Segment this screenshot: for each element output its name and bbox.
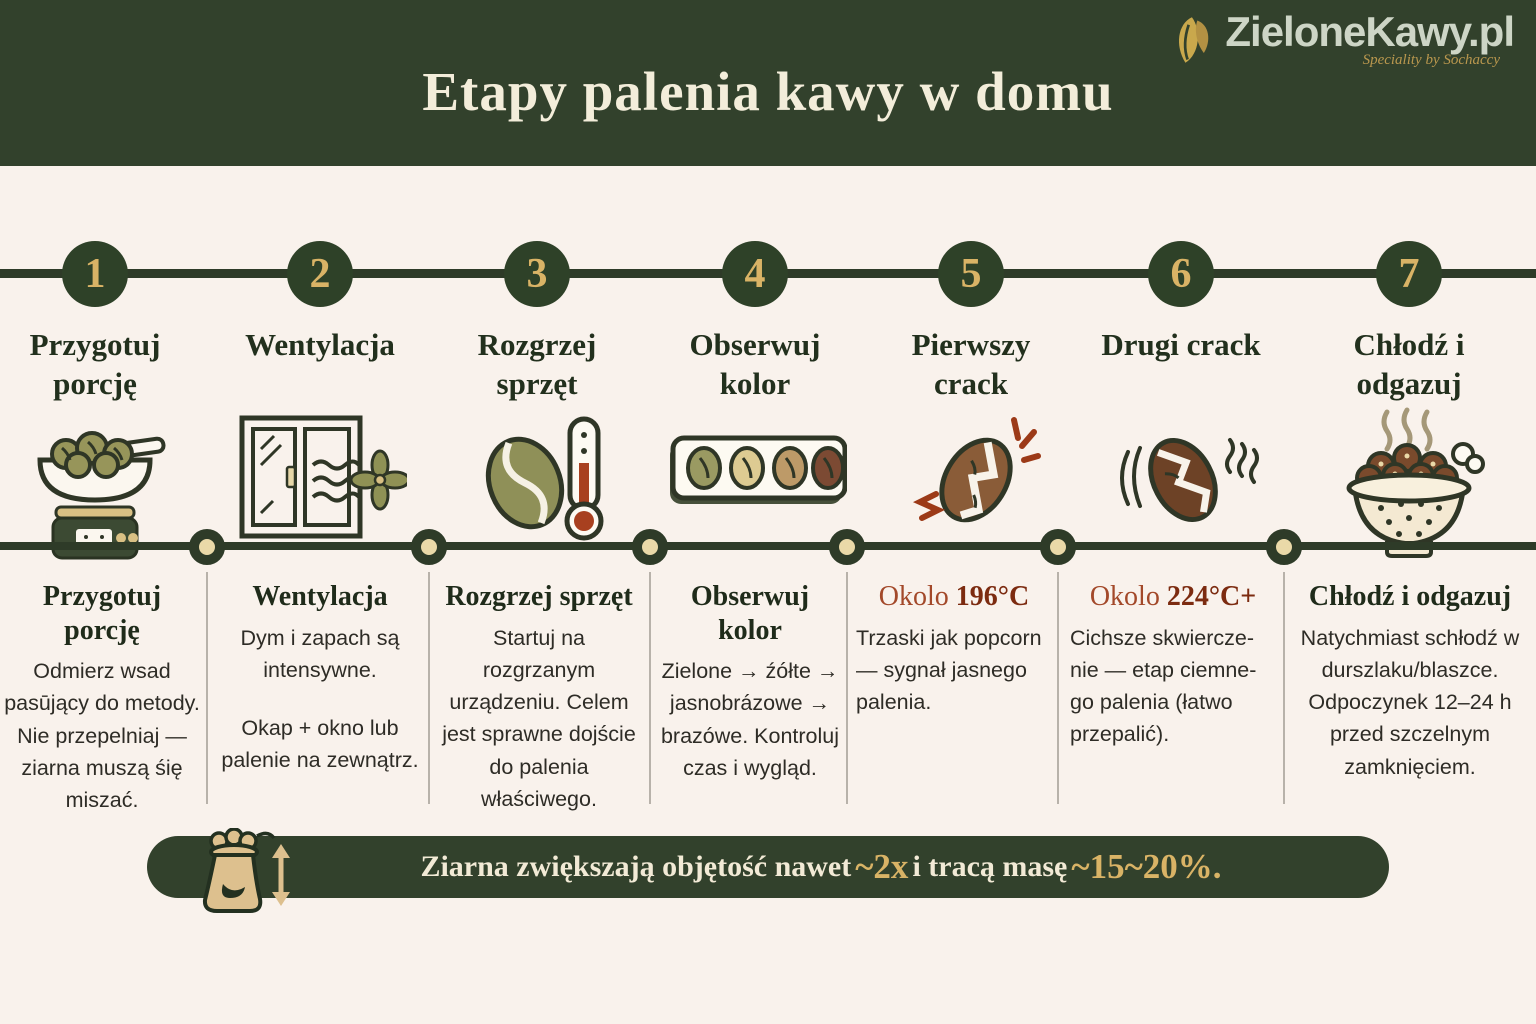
step-6-card-body: Cichsze skwiercze-nie — etap ciemne-go palenia (łatwo przepalić). [1070,625,1257,747]
colander-cooling-icon [1329,406,1489,563]
color-stages-tray-icon [667,428,847,518]
step-1-number: 1 [84,251,106,297]
step-7-card [1296,580,1524,783]
logo-tagline: Speciality by Sochaccy [1362,52,1500,69]
step-4-label: Obserwuj kolor [689,327,821,401]
step-3-card [434,580,644,815]
step-2-card-body2: Okap + okno lub palenie na zewnątrz. [221,716,419,773]
logo-name: ZieloneKawy.pl [1225,8,1514,55]
step-6-number: 6 [1170,251,1192,297]
step-7-number: 7 [1398,251,1420,297]
timeline-dot [1040,529,1076,565]
step-7-label: Chłodź i odgazuj [1353,327,1465,401]
timeline-dot [632,529,668,565]
coffee-bean-leaf-icon [1171,14,1215,71]
column-divider [649,572,651,804]
brand-logo [1171,10,1514,71]
step-1-card-title: Przygotuj porcję [42,581,162,646]
temp-value: 224°C+ [1166,581,1257,612]
step-5-card-title [856,580,1052,614]
timeline-dot [189,529,225,565]
step-4-circle [722,241,788,307]
step-5-number: 5 [960,251,982,297]
temp-prefix: Okolo [878,581,956,612]
timeline-dot [829,529,865,565]
step-3-card-body: Startuj na rozgrzanym urządzeniu. Celem jest sprawne dojście do palenia właściwego. [442,625,636,811]
step-7-circle [1376,241,1442,307]
window-ventilation-icon [237,413,407,546]
step-5-label: Pierwszy crack [911,327,1031,401]
timeline-dot [411,529,447,565]
second-crack-bean-icon [1098,418,1268,548]
step-3-circle [504,241,570,307]
column-divider [846,572,848,804]
banner-text-1: Ziarna zwiększają objętość nawet [420,850,852,883]
bean-thermometer-icon [467,413,612,550]
step-1-label: Przygotuj porcję [29,327,161,401]
header-band [0,0,1536,166]
step-4-card [658,580,842,784]
first-crack-bean-icon [896,408,1046,551]
footer-banner [147,836,1389,898]
step-6-circle [1148,241,1214,307]
step-2-card-body: Dym i zapach są intensywne. [240,625,400,682]
step-5-card-body: Trzaski jak popcorn — sygnał jasnego palenia. [856,625,1042,715]
step-2-card [218,580,422,777]
step-3-card-title: Rozgrzej sprzęt [445,581,633,612]
banner-highlight-1: ~2x [855,847,909,886]
column-divider [1057,572,1059,804]
step-2-circle [287,241,353,307]
step-6-card-title [1070,580,1276,614]
step-2-label: Wentylacja [245,327,395,362]
temp-prefix: Okolo [1089,581,1167,612]
step-1-card [2,580,202,816]
step-5-circle [938,241,1004,307]
step-2-number: 2 [309,251,331,297]
step-1-card-body: Odmierz wsad pasūjący do metody. Nie przepelniaj — ziarna muszą śię miszać. [4,659,200,813]
column-divider [428,572,430,804]
temp-value: 196°C [955,581,1030,612]
banner-text-2: i tracą masę [912,850,1068,883]
footer-banner-text [287,836,1359,898]
step-4-card-title: Obserwuj kolor [690,581,810,646]
page-title: Etapy palenia kawy w domu [422,61,1114,122]
banner-highlight-2: ~15~20%. [1071,847,1222,886]
step-2-card-title: Wentylacja [252,581,388,612]
step-5-card [856,580,1052,718]
step-1-circle [62,241,128,307]
step-7-card-title: Chłodź i odgazuj [1308,581,1512,612]
step-6-card [1070,580,1276,751]
timeline-dot [1266,529,1302,565]
step-4-number: 4 [744,251,766,297]
column-divider [1283,572,1285,804]
step-3-number: 3 [526,251,548,297]
step-3-label: Rozgrzej sprzęt [477,327,597,401]
column-divider [206,572,208,804]
step-7-card-body: Natychmiast schłodź w durszlaku/blaszce. Odpoczynek 12–24 h przed szczelnym zamknięciem. [1300,625,1520,779]
step-6-label: Drugi crack [1101,327,1261,362]
step-4-card-body: Zielone → źółte → jasnobrázowe → brazówe. Kontroluj czas i wygląd. [660,659,840,780]
bean-bag-expand-icon [183,828,303,919]
bottom-timeline [0,542,1536,550]
